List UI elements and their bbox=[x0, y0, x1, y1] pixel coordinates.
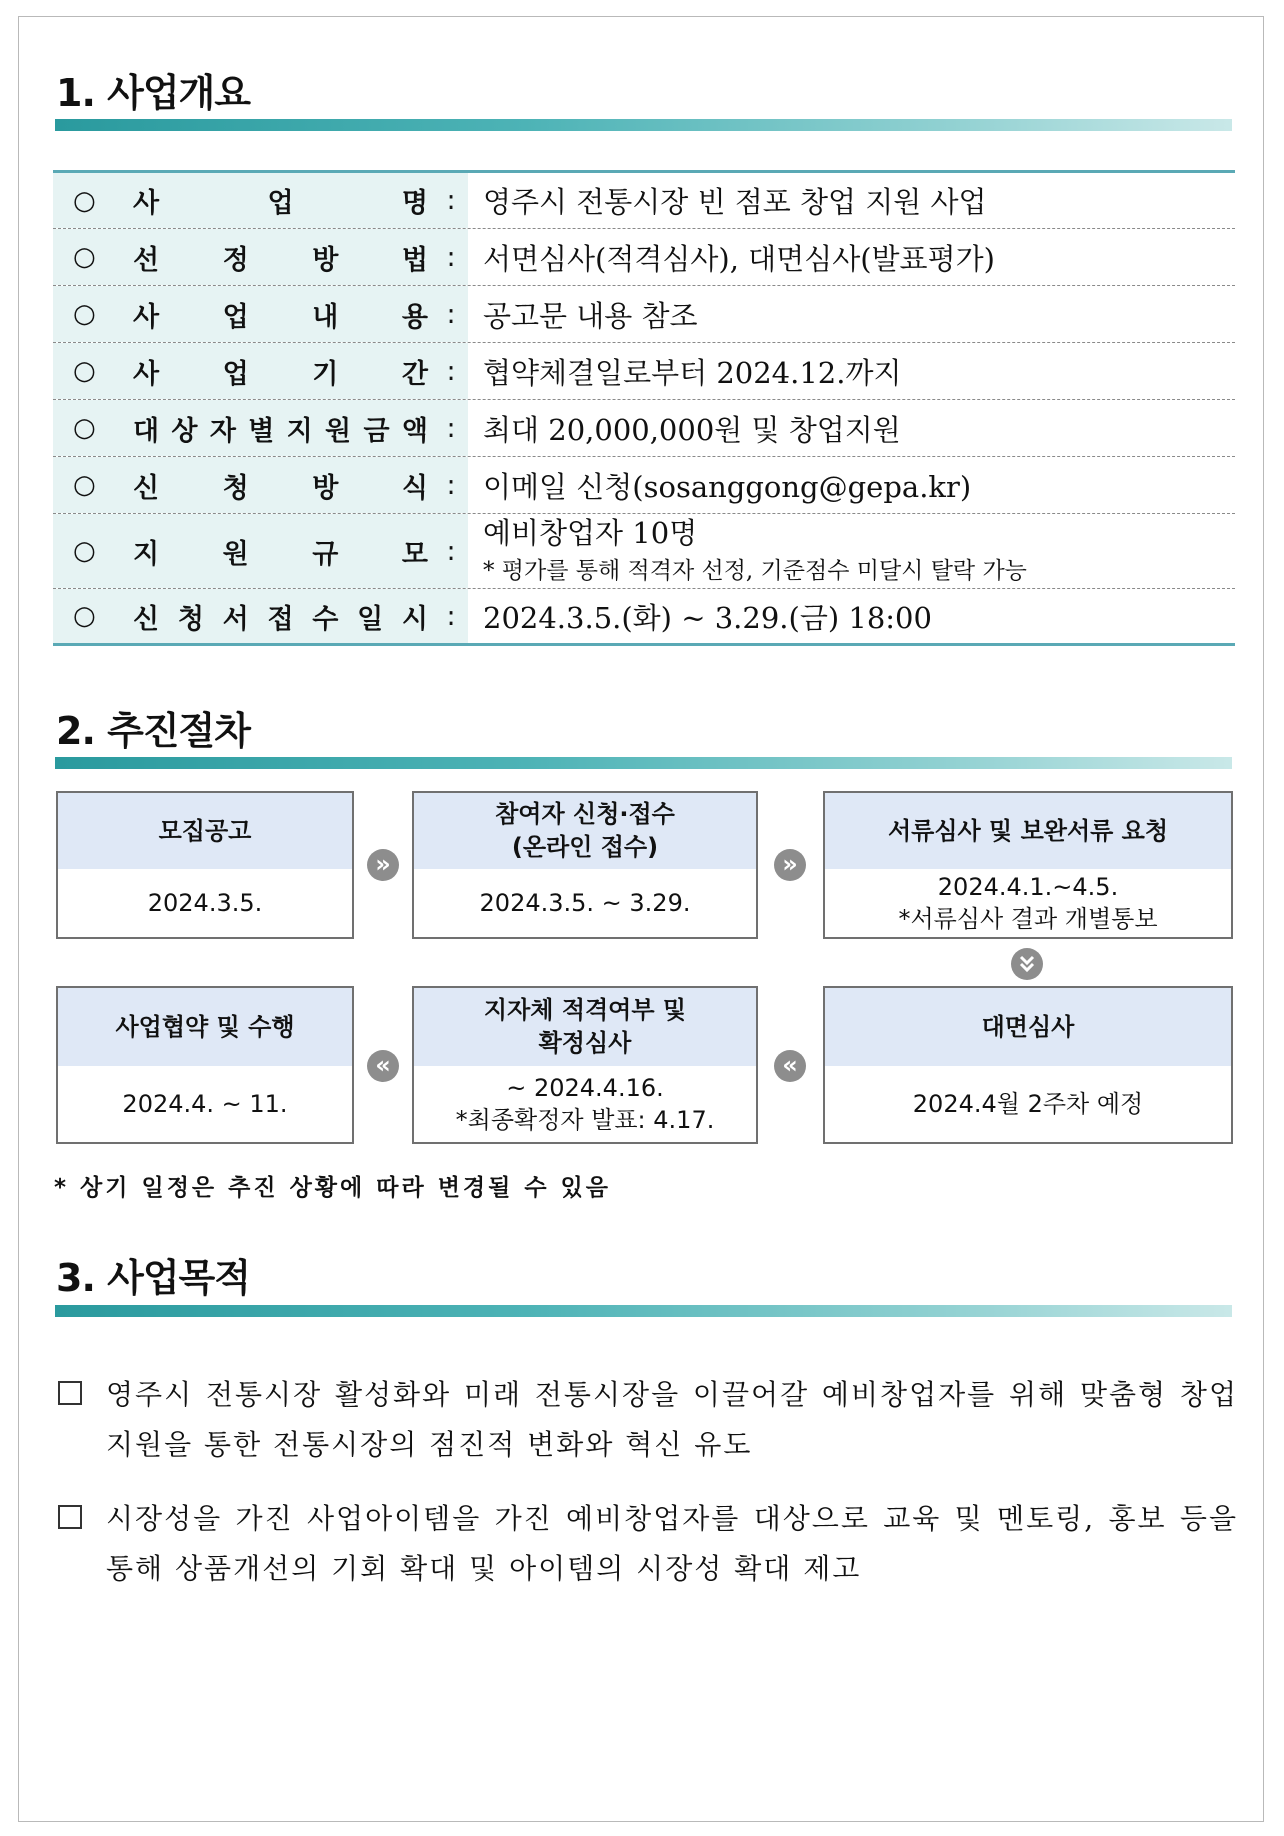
purpose-item bbox=[58, 1494, 1238, 1594]
process-step-date: 2024.4. ~ 11. bbox=[122, 1090, 288, 1118]
label-colon: : bbox=[446, 535, 456, 567]
overview-row bbox=[53, 589, 1235, 643]
process-step-date: 2024.4월 2주차 예정 bbox=[912, 1090, 1144, 1118]
label-colon: : bbox=[446, 469, 456, 501]
overview-value-text: 최대 20,000,000원 및 창업지원 bbox=[483, 412, 901, 447]
purpose-item bbox=[58, 1370, 1238, 1470]
bullet-circle-icon: ○ bbox=[73, 601, 96, 631]
checkbox-icon bbox=[58, 1505, 82, 1529]
process-step-note: *서류심사 결과 개별통보 bbox=[898, 905, 1158, 933]
overview-label-text: 사 업 기 간 bbox=[133, 358, 428, 390]
process-step-title: 대면심사 bbox=[825, 988, 1231, 1066]
overview-value bbox=[468, 457, 1235, 513]
label-colon: : bbox=[446, 298, 456, 330]
process-step-3 bbox=[823, 791, 1233, 939]
overview-label-text: 사 업 명 bbox=[133, 188, 428, 219]
bullet-circle-icon: ○ bbox=[73, 356, 96, 386]
overview-label-text: 사 업 내 용 bbox=[133, 301, 428, 333]
overview-value bbox=[468, 173, 1235, 228]
overview-value bbox=[468, 400, 1235, 456]
overview-label-text: 지 원 규 모 bbox=[133, 538, 428, 570]
overview-label bbox=[53, 343, 468, 399]
overview-value-text: 서면심사(적격심사), 대면심사(발표평가) bbox=[483, 241, 995, 276]
overview-label bbox=[53, 400, 468, 456]
process-step-note: *최종확정자 발표: 4.17. bbox=[455, 1106, 715, 1134]
overview-row bbox=[53, 286, 1235, 343]
bullet-circle-icon: ○ bbox=[73, 413, 96, 443]
overview-row bbox=[53, 343, 1235, 400]
section-title-process: 2. 추진절차 bbox=[56, 709, 250, 753]
overview-label-text: 신 청 방 식 bbox=[133, 472, 428, 504]
process-step-1 bbox=[56, 791, 354, 939]
label-colon: : bbox=[446, 412, 456, 444]
bullet-circle-icon: ○ bbox=[73, 185, 96, 216]
overview-value-text: 영주시 전통시장 빈 점포 창업 지원 사업 bbox=[483, 185, 987, 219]
overview-label-text: 신 청 서 접 수 일 시 bbox=[133, 603, 428, 635]
purpose-text: 시장성을 가진 사업아이템을 가진 예비창업자를 대상으로 교육 및 멘토링, 홍보 등을 통해 상품개선의 기회 확대 및 아이템의 시장성 확대 제고 bbox=[106, 1502, 1238, 1585]
overview-label bbox=[53, 173, 468, 228]
process-step-title: 모집공고 bbox=[58, 793, 352, 869]
process-step-4 bbox=[823, 986, 1233, 1144]
overview-label bbox=[53, 457, 468, 513]
overview-label bbox=[53, 286, 468, 342]
overview-row bbox=[53, 400, 1235, 457]
process-step-title: 지자체 적격여부 및 확정심사 bbox=[414, 988, 756, 1066]
overview-label-text: 선 정 방 법 bbox=[133, 244, 428, 276]
overview-value-text: 공고문 내용 참조 bbox=[483, 298, 698, 333]
double-chevron-down-icon bbox=[1011, 948, 1043, 980]
label-colon: : bbox=[446, 185, 456, 216]
label-colon: : bbox=[446, 241, 456, 273]
process-step-title: 서류심사 및 보완서류 요청 bbox=[825, 793, 1231, 869]
overview-value-text: 이메일 신청(sosanggong@gepa.kr) bbox=[483, 469, 972, 504]
arrow-left-icon: « bbox=[367, 1050, 399, 1082]
overview-table bbox=[53, 170, 1235, 646]
overview-note: * 평가를 통해 적격자 선정, 기준점수 미달시 탈락 가능 bbox=[483, 558, 1027, 584]
process-step-2 bbox=[412, 791, 758, 939]
section-divider bbox=[55, 1305, 1232, 1317]
section-title-overview: 1. 사업개요 bbox=[56, 71, 250, 115]
overview-value bbox=[468, 229, 1235, 285]
process-step-5 bbox=[412, 986, 758, 1144]
overview-label bbox=[53, 589, 468, 643]
bullet-circle-icon: ○ bbox=[73, 470, 96, 500]
overview-row bbox=[53, 173, 1235, 229]
process-step-title: 참여자 신청·접수 (온라인 접수) bbox=[414, 793, 756, 869]
bullet-circle-icon: ○ bbox=[73, 299, 96, 329]
overview-value-text: 2024.3.5.(화) ~ 3.29.(금) 18:00 bbox=[483, 600, 932, 635]
process-step-title: 사업협약 및 수행 bbox=[58, 988, 352, 1066]
overview-value bbox=[468, 589, 1235, 643]
process-step-date: 2024.3.5. bbox=[147, 889, 263, 917]
process-step-date: ~ 2024.4.16. bbox=[506, 1074, 664, 1102]
overview-row bbox=[53, 457, 1235, 514]
section-title-purpose: 3. 사업목적 bbox=[56, 1256, 250, 1300]
bullet-circle-icon: ○ bbox=[73, 536, 96, 566]
process-step-6 bbox=[56, 986, 354, 1144]
overview-value bbox=[468, 514, 1235, 588]
arrow-left-icon: « bbox=[774, 1050, 806, 1082]
overview-value-text: 협약체결일로부터 2024.12.까지 bbox=[483, 355, 902, 390]
overview-label bbox=[53, 229, 468, 285]
section-divider bbox=[55, 757, 1232, 769]
overview-row bbox=[53, 229, 1235, 286]
section-divider bbox=[55, 119, 1232, 131]
overview-label bbox=[53, 514, 468, 588]
overview-value bbox=[468, 286, 1235, 342]
overview-row bbox=[53, 514, 1235, 589]
process-step-date: 2024.4.1.~4.5. bbox=[937, 873, 1119, 901]
label-colon: : bbox=[446, 355, 456, 387]
arrow-right-icon: » bbox=[367, 849, 399, 881]
purpose-text: 영주시 전통시장 활성화와 미래 전통시장을 이끌어갈 예비창업자를 위해 맞춤형 창업 지원을 통한 전통시장의 점진적 변화와 혁신 유도 bbox=[106, 1378, 1238, 1461]
label-colon: : bbox=[446, 600, 456, 632]
overview-value-text: 예비창업자 10명 bbox=[483, 516, 698, 550]
bullet-circle-icon: ○ bbox=[73, 242, 96, 272]
process-step-date: 2024.3.5. ~ 3.29. bbox=[479, 889, 691, 917]
schedule-footnote: * 상기 일정은 추진 상황에 따라 변경될 수 있음 bbox=[54, 1175, 612, 1201]
checkbox-icon bbox=[58, 1381, 82, 1405]
overview-value bbox=[468, 343, 1235, 399]
arrow-right-icon: » bbox=[774, 849, 806, 881]
overview-label-text: 대 상 자 별 지 원 금 액 bbox=[133, 415, 428, 447]
